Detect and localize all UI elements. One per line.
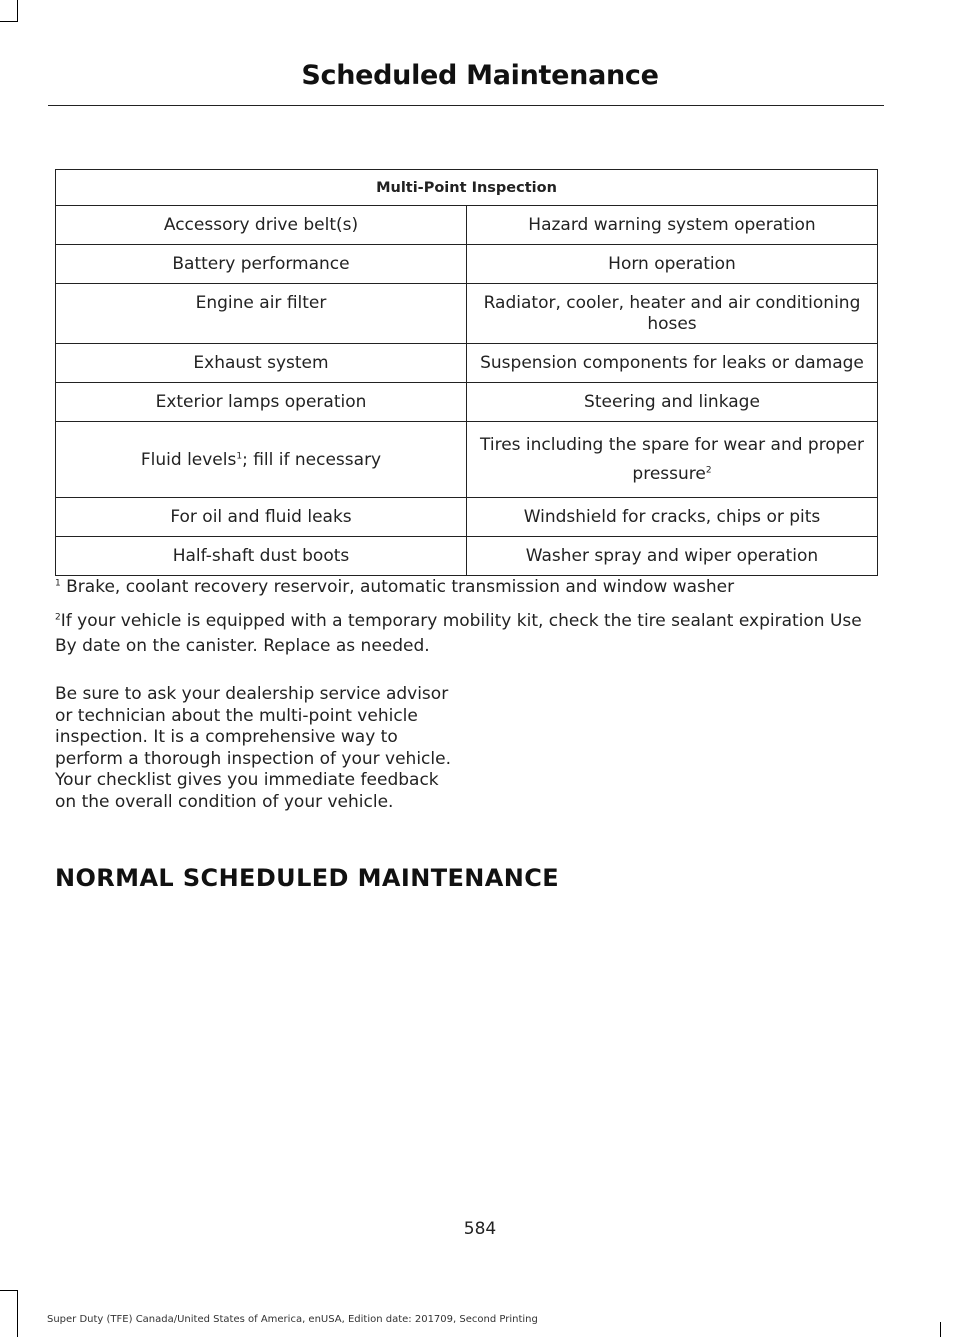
footer-text: Super Duty (TFE) Canada/United States of America, enUSA, Edition date: 201709, Second Printing	[47, 1314, 538, 1325]
table-cell: For oil and fluid leaks	[56, 498, 467, 537]
crop-mark	[0, 1290, 18, 1291]
body-paragraph: Be sure to ask your dealership service advisor or technician about the multi-point vehicle inspection. It is a comprehensive way to perform a thorough inspection of your vehicle. Your checklist gives you immediate feedback on the overall condition of your vehicle.	[55, 684, 451, 812]
crop-mark	[17, 1290, 18, 1337]
table-row	[56, 422, 878, 498]
table-row	[56, 284, 878, 344]
footnote-2	[55, 609, 885, 659]
table-cell: Windshield for cracks, chips or pits	[467, 498, 878, 537]
table-row	[56, 383, 878, 422]
footnote-text: If your vehicle is equipped with a temporary mobility kit, check the tire sealant expiration Use By date on the canister. Replace as needed.	[55, 611, 862, 656]
footnote-mark: 2	[55, 612, 61, 623]
table-row	[56, 498, 878, 537]
crop-mark	[17, 0, 18, 22]
table-header-row	[56, 170, 878, 206]
table-row	[56, 206, 878, 245]
footnote-ref: 2	[705, 465, 712, 476]
section-heading: NORMAL SCHEDULED MAINTENANCE	[55, 864, 560, 892]
footnote-ref: 1	[236, 450, 243, 461]
table-cell: Exterior lamps operation	[56, 383, 467, 422]
cell-text: Tires including the spare for wear and proper pressure	[480, 435, 864, 484]
table-row	[56, 344, 878, 383]
table-cell: Exhaust system	[56, 344, 467, 383]
footnote-text: Brake, coolant recovery reservoir, automatic transmission and window washer	[60, 577, 735, 597]
table-cell: Washer spray and wiper operation	[467, 537, 878, 576]
page-title: Scheduled Maintenance	[301, 60, 659, 91]
table-cell: Suspension components for leaks or damage	[467, 344, 878, 383]
cell-text: Fluid levels	[140, 449, 237, 470]
table-cell: Battery performance	[56, 245, 467, 284]
table-cell: Hazard warning system operation	[467, 206, 878, 245]
table-row	[56, 245, 878, 284]
multi-point-inspection-table	[55, 169, 878, 576]
page-number: 584	[463, 1219, 497, 1239]
table-row	[56, 537, 878, 576]
table-cell: Radiator, cooler, heater and air conditioning hoses	[467, 284, 878, 344]
table-cell: Horn operation	[467, 245, 878, 284]
crop-mark	[940, 1322, 941, 1337]
footnote-1	[55, 575, 885, 600]
table-cell: Half-shaft dust boots	[56, 537, 467, 576]
table-cell: Steering and linkage	[467, 383, 878, 422]
footnote-mark: 1	[55, 578, 61, 589]
crop-mark	[0, 21, 18, 22]
cell-text: ; fill if necessary	[242, 449, 382, 470]
table-cell: Accessory drive belt(s)	[56, 206, 467, 245]
title-divider	[48, 105, 884, 106]
table-title: Multi-Point Inspection	[56, 170, 878, 206]
table-cell	[467, 422, 878, 498]
table-cell	[56, 422, 467, 498]
table-cell: Engine air filter	[56, 284, 467, 344]
